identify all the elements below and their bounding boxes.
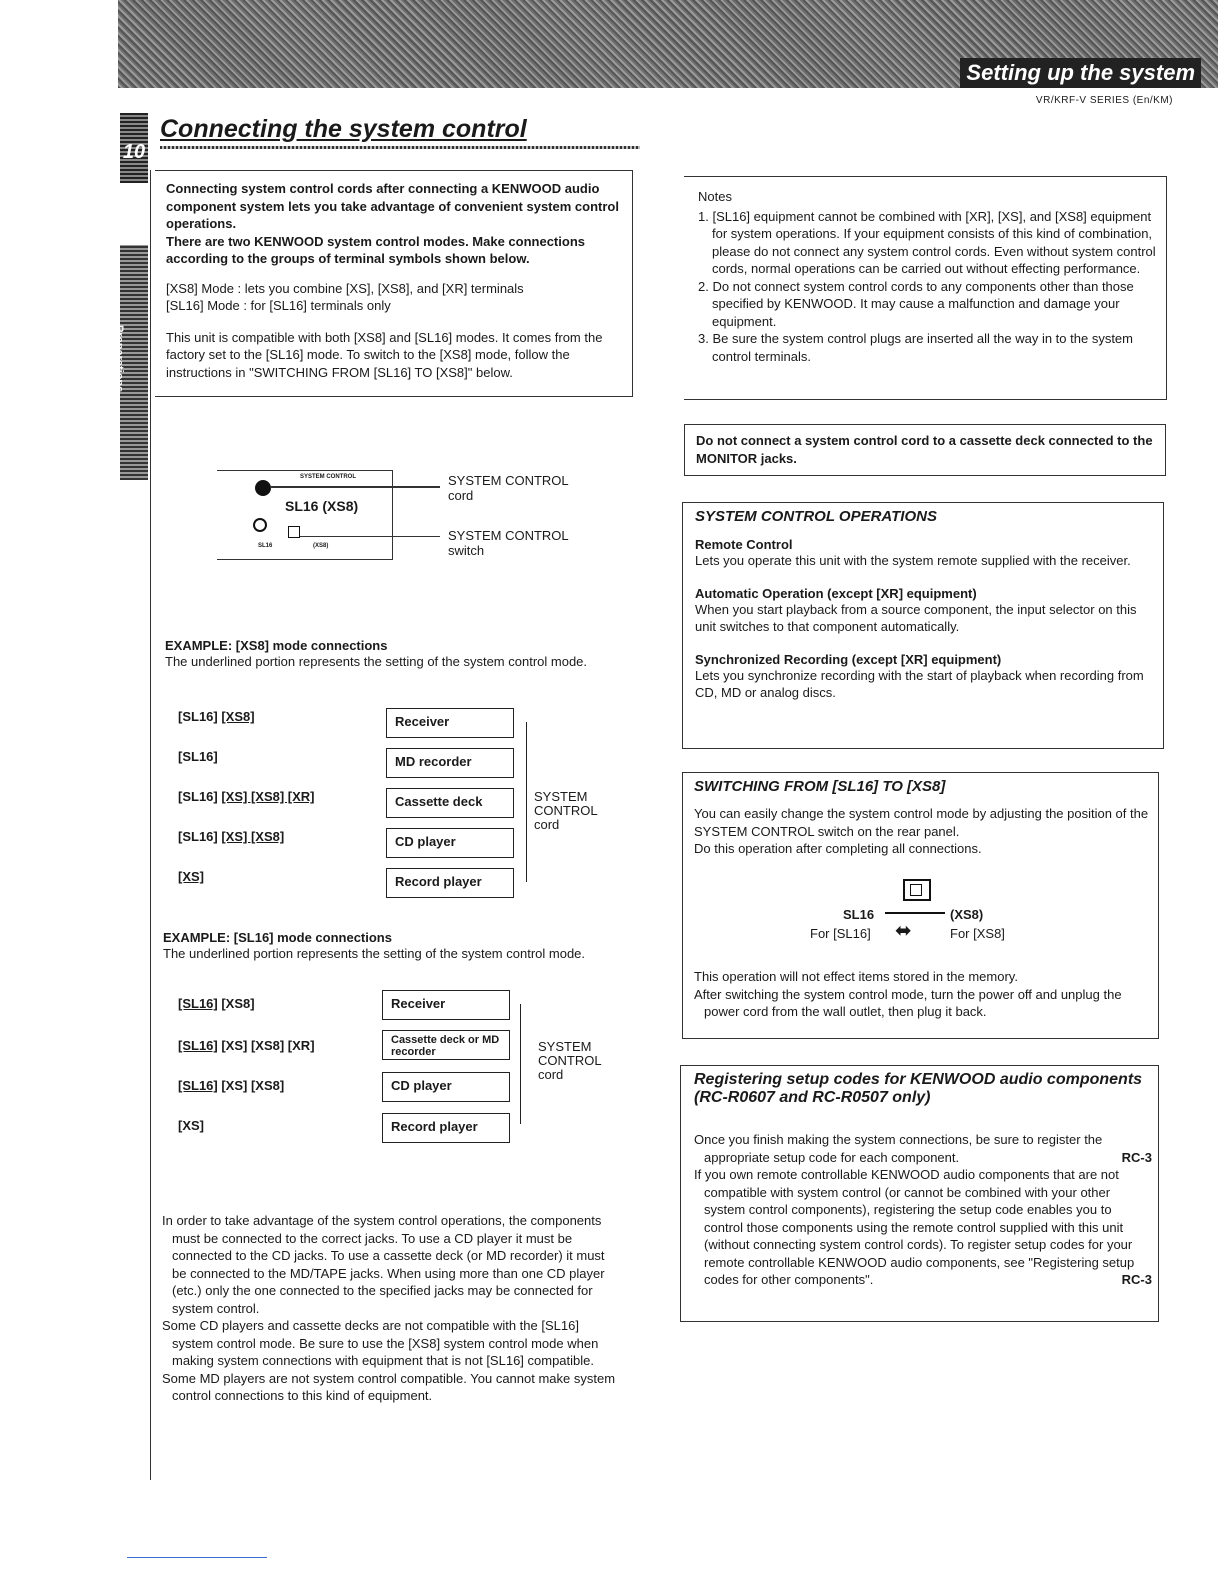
intro-text	[166, 180, 626, 381]
ex2-device-record: Record player	[382, 1113, 510, 1143]
switch-base-line	[885, 912, 945, 914]
ex1-row3-terminals: [SL16] [XS] [XS8] [XR]	[178, 789, 315, 804]
ex1-row1-terminals: [SL16] [XS8]	[178, 709, 255, 724]
switching-bullet: After switching the system control mode, turn the power off and unplug the power cord from the wall outlet, then plug it back.	[694, 986, 1122, 1019]
ops	[695, 508, 1155, 702]
ex2-device-cassette-md: Cassette deck or MD recorder	[382, 1030, 510, 1060]
switch-icon	[288, 526, 300, 538]
ex1-device-cassette: Cassette deck	[386, 788, 514, 818]
ex2-sys-label	[538, 1040, 602, 1082]
panel-top-label: SYSTEM CONTROL	[300, 474, 357, 480]
note-item: 2. Do not connect system control cords to any components other than those specified by KENWOOD. It may cause a malfunction and damage your equipment.	[698, 278, 1134, 329]
ex1-cord-line	[514, 722, 527, 882]
ex2-row3-terminals: [SL16] [XS] [XS8]	[178, 1078, 285, 1093]
left-bullet: Some CD players and cassette decks are not compatible with the [SL16] system control mode. Be sure to use the [XS8] system control mode when making system connections with equipment that is not [SL16] compatible.	[162, 1318, 599, 1368]
compat-text: This unit is compatible with both [XS8] and [SL16] modes. It comes from the factory set to the [SL16] mode. To switch to the [XS8] mode, follow the instructions in "SWITCHING FROM [SL16] TO [XS8]" below.	[166, 329, 603, 380]
section-title: Setting up the system	[960, 58, 1201, 88]
switching-text2: Do this operation after completing all connections.	[694, 841, 982, 856]
ex2-row1-terminals: [SL16] [XS8]	[178, 996, 255, 1011]
chapter-tab	[113, 245, 148, 480]
switching-bullets	[694, 968, 1150, 1021]
series-label: VR/KRF-V SERIES (En/KM)	[1035, 95, 1173, 106]
jack-label: SL16 (XS8)	[285, 498, 359, 514]
sw-right-label: (XS8)	[313, 543, 329, 549]
notes	[698, 188, 1156, 365]
ex2-device-receiver: Receiver	[382, 990, 510, 1020]
ex2-cord-line	[510, 1004, 521, 1124]
ex2-sys1: SYSTEM	[538, 1039, 592, 1054]
ex1-sys1: SYSTEM	[534, 789, 588, 804]
xs8-label: (XS8)	[950, 907, 984, 922]
auto-text: When you start playback from a source component, the input selector on this unit switches to that component automatically.	[695, 601, 1137, 634]
example2-desc: The underlined portion represents the setting of the system control mode.	[163, 946, 586, 961]
ex1-sys2: CONTROL	[534, 803, 598, 818]
ex1-device-receiver: Receiver	[386, 708, 514, 738]
cord-line	[270, 486, 440, 488]
ex2-row2-terminals: [SL16] [XS] [XS8] [XR]	[178, 1038, 315, 1053]
example2-title: EXAMPLE: [SL16] mode connections	[163, 930, 392, 945]
mode-sl16: [SL16] Mode : for [SL16] terminals only	[166, 298, 391, 313]
switch-knob-icon	[253, 518, 267, 532]
switch-label	[448, 528, 569, 558]
ex2-sys2: CONTROL	[538, 1053, 602, 1068]
example1-title: EXAMPLE: [XS8] mode connections	[165, 638, 388, 653]
bottom-line	[127, 1557, 267, 1558]
ex2-sys3: cord	[538, 1067, 564, 1082]
registering	[694, 1071, 1152, 1289]
title-rule	[160, 146, 640, 149]
cord-label-line1: SYSTEM CONTROL	[448, 473, 569, 488]
rc-ref: RC-3	[1121, 1149, 1152, 1165]
ex1-row4-terminals: [SL16] [XS] [XS8]	[178, 829, 285, 844]
ex1-device-record: Record player	[386, 868, 514, 898]
left-bullet: Some MD players are not system control compatible. You cannot make system control connections to this kind of equipment.	[162, 1370, 616, 1403]
switching-title: SWITCHING FROM [SL16] TO [XS8]	[694, 778, 946, 795]
slide-switch-knob-icon	[910, 884, 922, 896]
registering-title2: (RC-R0607 and RC-R0507 only)	[694, 1089, 931, 1106]
column-rule	[150, 170, 151, 1480]
page-title: Connecting the system control	[160, 115, 527, 143]
sync-text: Lets you synchronize recording with the start of playback when recording from CD, MD or analog discs.	[695, 667, 1144, 700]
switching	[694, 778, 1150, 858]
ex2-row4-terminals: [XS]	[178, 1118, 204, 1133]
sw-left-label: SL16	[258, 543, 273, 549]
cord-label-line2: cord	[448, 488, 474, 503]
ex1-row2-terminals: [SL16]	[178, 749, 218, 764]
cord-label	[448, 473, 569, 503]
rear-panel-diagram	[217, 470, 393, 560]
auto-title: Automatic Operation (except [XR] equipment)	[695, 585, 977, 601]
left-bullet: In order to take advantage of the system control operations, the components must be connected to the correct jacks. To use a CD player it must be connected to the CD jacks. To use a cassette deck (or MD recorder) it must be connected to the MD/TAPE jacks. When using more than one CD player (etc.) only the one connected to the specified jacks may be connected for system control.	[162, 1213, 605, 1316]
sl16-label: SL16	[843, 907, 875, 922]
ex1-device-cd: CD player	[386, 828, 514, 858]
intro-line2: There are two KENWOOD system control modes. Make connections according to the groups of terminal symbols shown below.	[166, 233, 585, 266]
switching-text1: You can easily change the system control mode by adjusting the position of the SYSTEM CONTROL switch on the rear panel.	[694, 806, 1149, 839]
registering-bullet: Once you finish making the system connections, be sure to register the appropriate setup code for each component. RC-3	[694, 1132, 1152, 1165]
sync-title: Synchronized Recording (except [XR] equipment)	[695, 651, 1002, 667]
page-number: 10	[122, 141, 146, 163]
ex2-device-cd: CD player	[382, 1072, 510, 1102]
page-number-tab	[120, 113, 148, 183]
chapter-tab-label: Preparations	[113, 325, 125, 393]
switch-label-line2: switch	[448, 543, 485, 558]
rc-ref: RC-3	[1121, 1272, 1152, 1287]
notes-title: Notes	[698, 189, 732, 204]
note-item: 3. Be sure the system control plugs are inserted all the way in to the system control terminals.	[698, 331, 1133, 364]
ex1-row5-terminals: [XS]	[178, 869, 204, 884]
switching-bullet: This operation will not effect items stored in the memory.	[694, 969, 1018, 984]
mode-xs8: [XS8] Mode : lets you combine [XS], [XS8], and [XR] terminals	[166, 280, 524, 296]
ops-title: SYSTEM CONTROL OPERATIONS	[695, 508, 937, 525]
warning-text: Do not connect a system control cord to a cassette deck connected to the MONITOR jacks.	[696, 433, 1153, 466]
note-item: 1. [SL16] equipment cannot be combined with [XR], [XS], and [XS8] equipment for system operations. If your equipment consists of this kind of combination, please do not connect any system control cords. Even without system control cords, normal operations can be carried out without effecting performance.	[698, 208, 1156, 276]
remote-title: Remote Control	[695, 537, 793, 552]
jack-icon	[255, 480, 271, 496]
registering-title1: Registering setup codes for KENWOOD audio components	[694, 1071, 1143, 1088]
registering-bullet: If you own remote controllable KENWOOD audio components that are not compatible with system control (or cannot be combined with your other system control components), registering the setup code enables you to control those components using the remote control supplied with this unit (without connecting system control cords). To register setup codes for your remote controllable KENWOOD audio components, see "Registering setup codes for other components". RC-3	[694, 1167, 1152, 1287]
intro-line1: Connecting system control cords after connecting a KENWOOD audio component system lets you take advantage of convenient system control operations.	[166, 181, 619, 231]
example1-desc: The underlined portion represents the setting of the system control mode.	[165, 654, 588, 669]
ex1-device-md: MD recorder	[386, 748, 514, 778]
for-xs8: For [XS8]	[950, 926, 1005, 941]
remote-text: Lets you operate this unit with the system remote supplied with the receiver.	[695, 553, 1131, 568]
example1	[165, 638, 623, 671]
ex1-sys-label	[534, 790, 598, 832]
switch-label-line1: SYSTEM CONTROL	[448, 528, 569, 543]
left-bullets	[162, 1212, 617, 1405]
switch-line	[300, 536, 440, 537]
for-sl16: For [SL16]	[810, 926, 871, 941]
example2	[163, 930, 621, 963]
double-arrow-icon: ⬌	[895, 920, 912, 942]
ex1-sys3: cord	[534, 817, 560, 832]
